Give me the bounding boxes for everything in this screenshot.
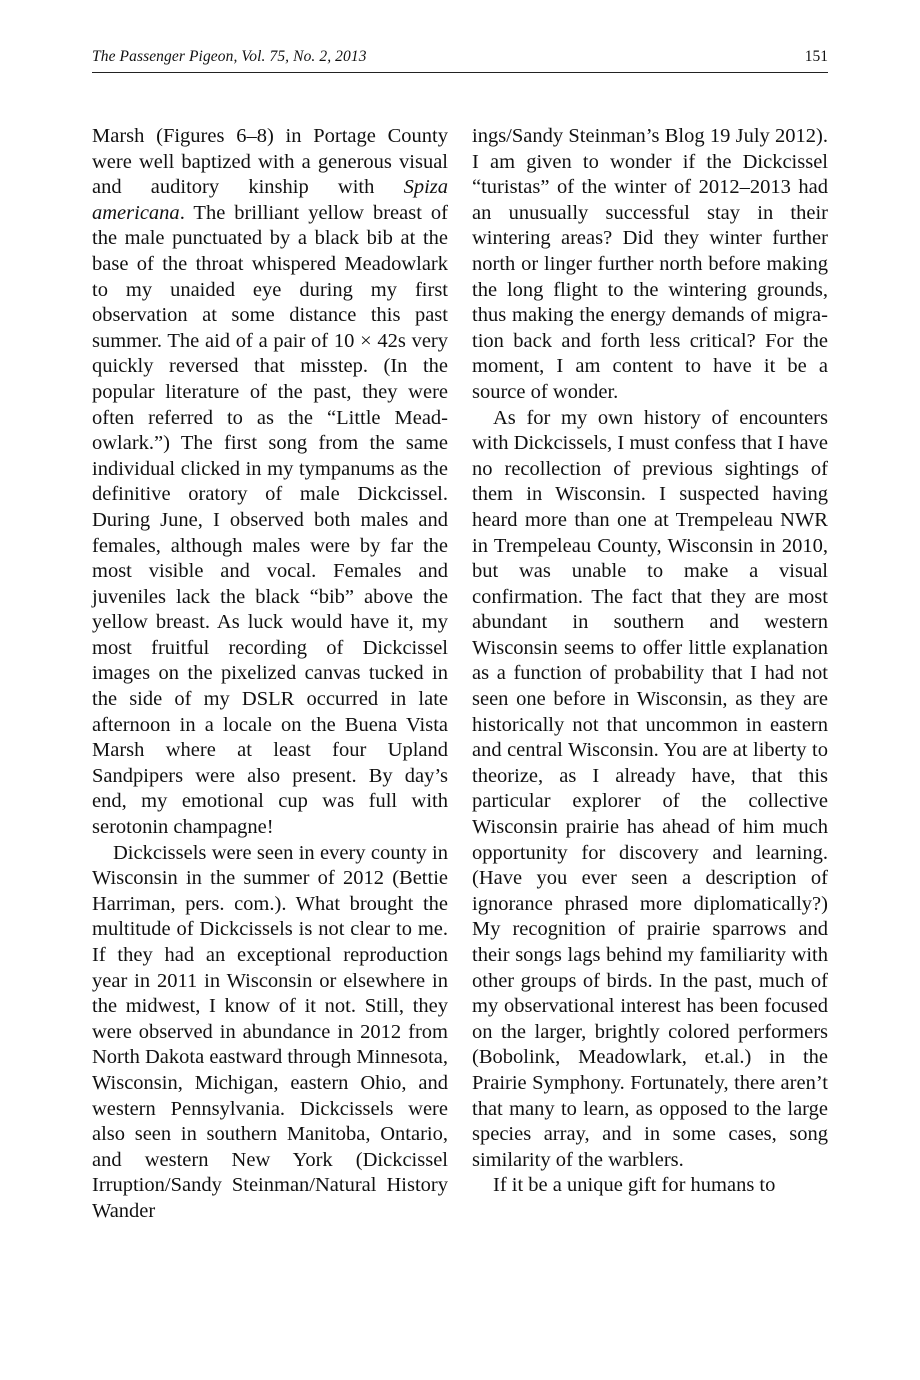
paragraph: As for my own history of encounters with Dickcissels, I must confess that I have no recollection of previous sightings of them in Wisconsin. I suspected having heard more than one at Trempeleau NWR in Trempeleau County, Wisconsin in 2010, but was unable to make a visual confirmation. The fact that they are most abundant in southern and western Wisconsin seems to offer little explanation as a function of probability that I had not seen one before in Wisconsin, as they are historically not that uncommon in eastern and central Wisconsin. You are at liberty to theorize, as I already have, that this particular explorer of the collective Wisconsin prairie has ahead of him much opportunity for discovery and learning. (Have you ever seen a description of ignorance phrased more diplomatically?) My recognition of prairie sparrows and their songs lags behind my familiarity with other groups of birds. In the past, much of my observational interest has been focused on the larger, brightly colored performers (Bobolink, Meadowlark, et.al.) in the Prairie Symphony. Fortunately, there aren’t that many to learn, as opposed to the large species array, and in some cases, song similarity of the warblers. [472, 406, 828, 1171]
paragraph-text: Marsh (Figures 6–8) in Portage County were well baptized with a generous visual and auditory kinship with [92, 125, 448, 199]
species-name: Spiza americana [92, 176, 448, 224]
paragraph: Dickcissels were seen in every county in Wisconsin in the summer of 2012 (Bettie Harriman, pers. com.). What brought the multitude of Dickcissels is not clear to me. If they had an exceptional reproduction year in 2011 in Wisconsin or elsewhere in the midwest, I know of it not. Still, they were observed in abundance in 2012 from North Dakota eastward through Minnesota, Wisconsin, Michigan, eastern Ohio, and western Pennsylvania. Dickcissels were also seen in southern Manitoba, Ontario, and western New York (Dickcissel Irruption/Sandy Steinman/Natural History Wander [92, 841, 448, 1222]
page-number: 151 [804, 48, 828, 65]
journal-title: The Passenger Pigeon, Vol. 75, No. 2, 2013 [92, 48, 367, 65]
paragraph [92, 124, 448, 841]
right-column [472, 124, 828, 1199]
left-column [92, 124, 448, 1225]
paragraph-text: . The brilliant yellow breast of the male punctuated by a black bib at the base of the throat whispered Meadowlark to my unaided eye during my first observation at some distance this past summer. The aid of a pair of 10 × 42s very quickly reversed that misstep. (In the popular literature of the past, they were often referred to as the “Little Meadowlark.”) The first song from the same individual clicked in my tympanums as the definitive oratory of male Dickcissel. During June, I observed both males and females, although males were by far the most visible and vocal. Females and juveniles lack the black “bib” above the yellow breast. As luck would have it, my most fruitful recording of Dickcissel images on the pixelized canvas tucked in the side of my DSLR occurred in late afternoon in a locale on the Buena Vista Marsh where at least four Upland Sandpipers were also present. By day’s end, my emotional cup was full with serotonin champagne! [92, 201, 448, 839]
header-rule [92, 72, 828, 73]
paragraph: If it be a unique gift for humans to [493, 1174, 776, 1197]
paragraph: ings/Sandy Steinman’s Blog 19 July 2012). I am given to wonder if the Dickcissel “turistas” of the winter of 2012–2013 had an unusually successful stay in their wintering areas? Did they winter further north or linger further north before making the long flight to the wintering grounds, thus making the energy demands of migration back and forth less critical? For the moment, I am content to have it be a source of wonder. [472, 125, 828, 403]
